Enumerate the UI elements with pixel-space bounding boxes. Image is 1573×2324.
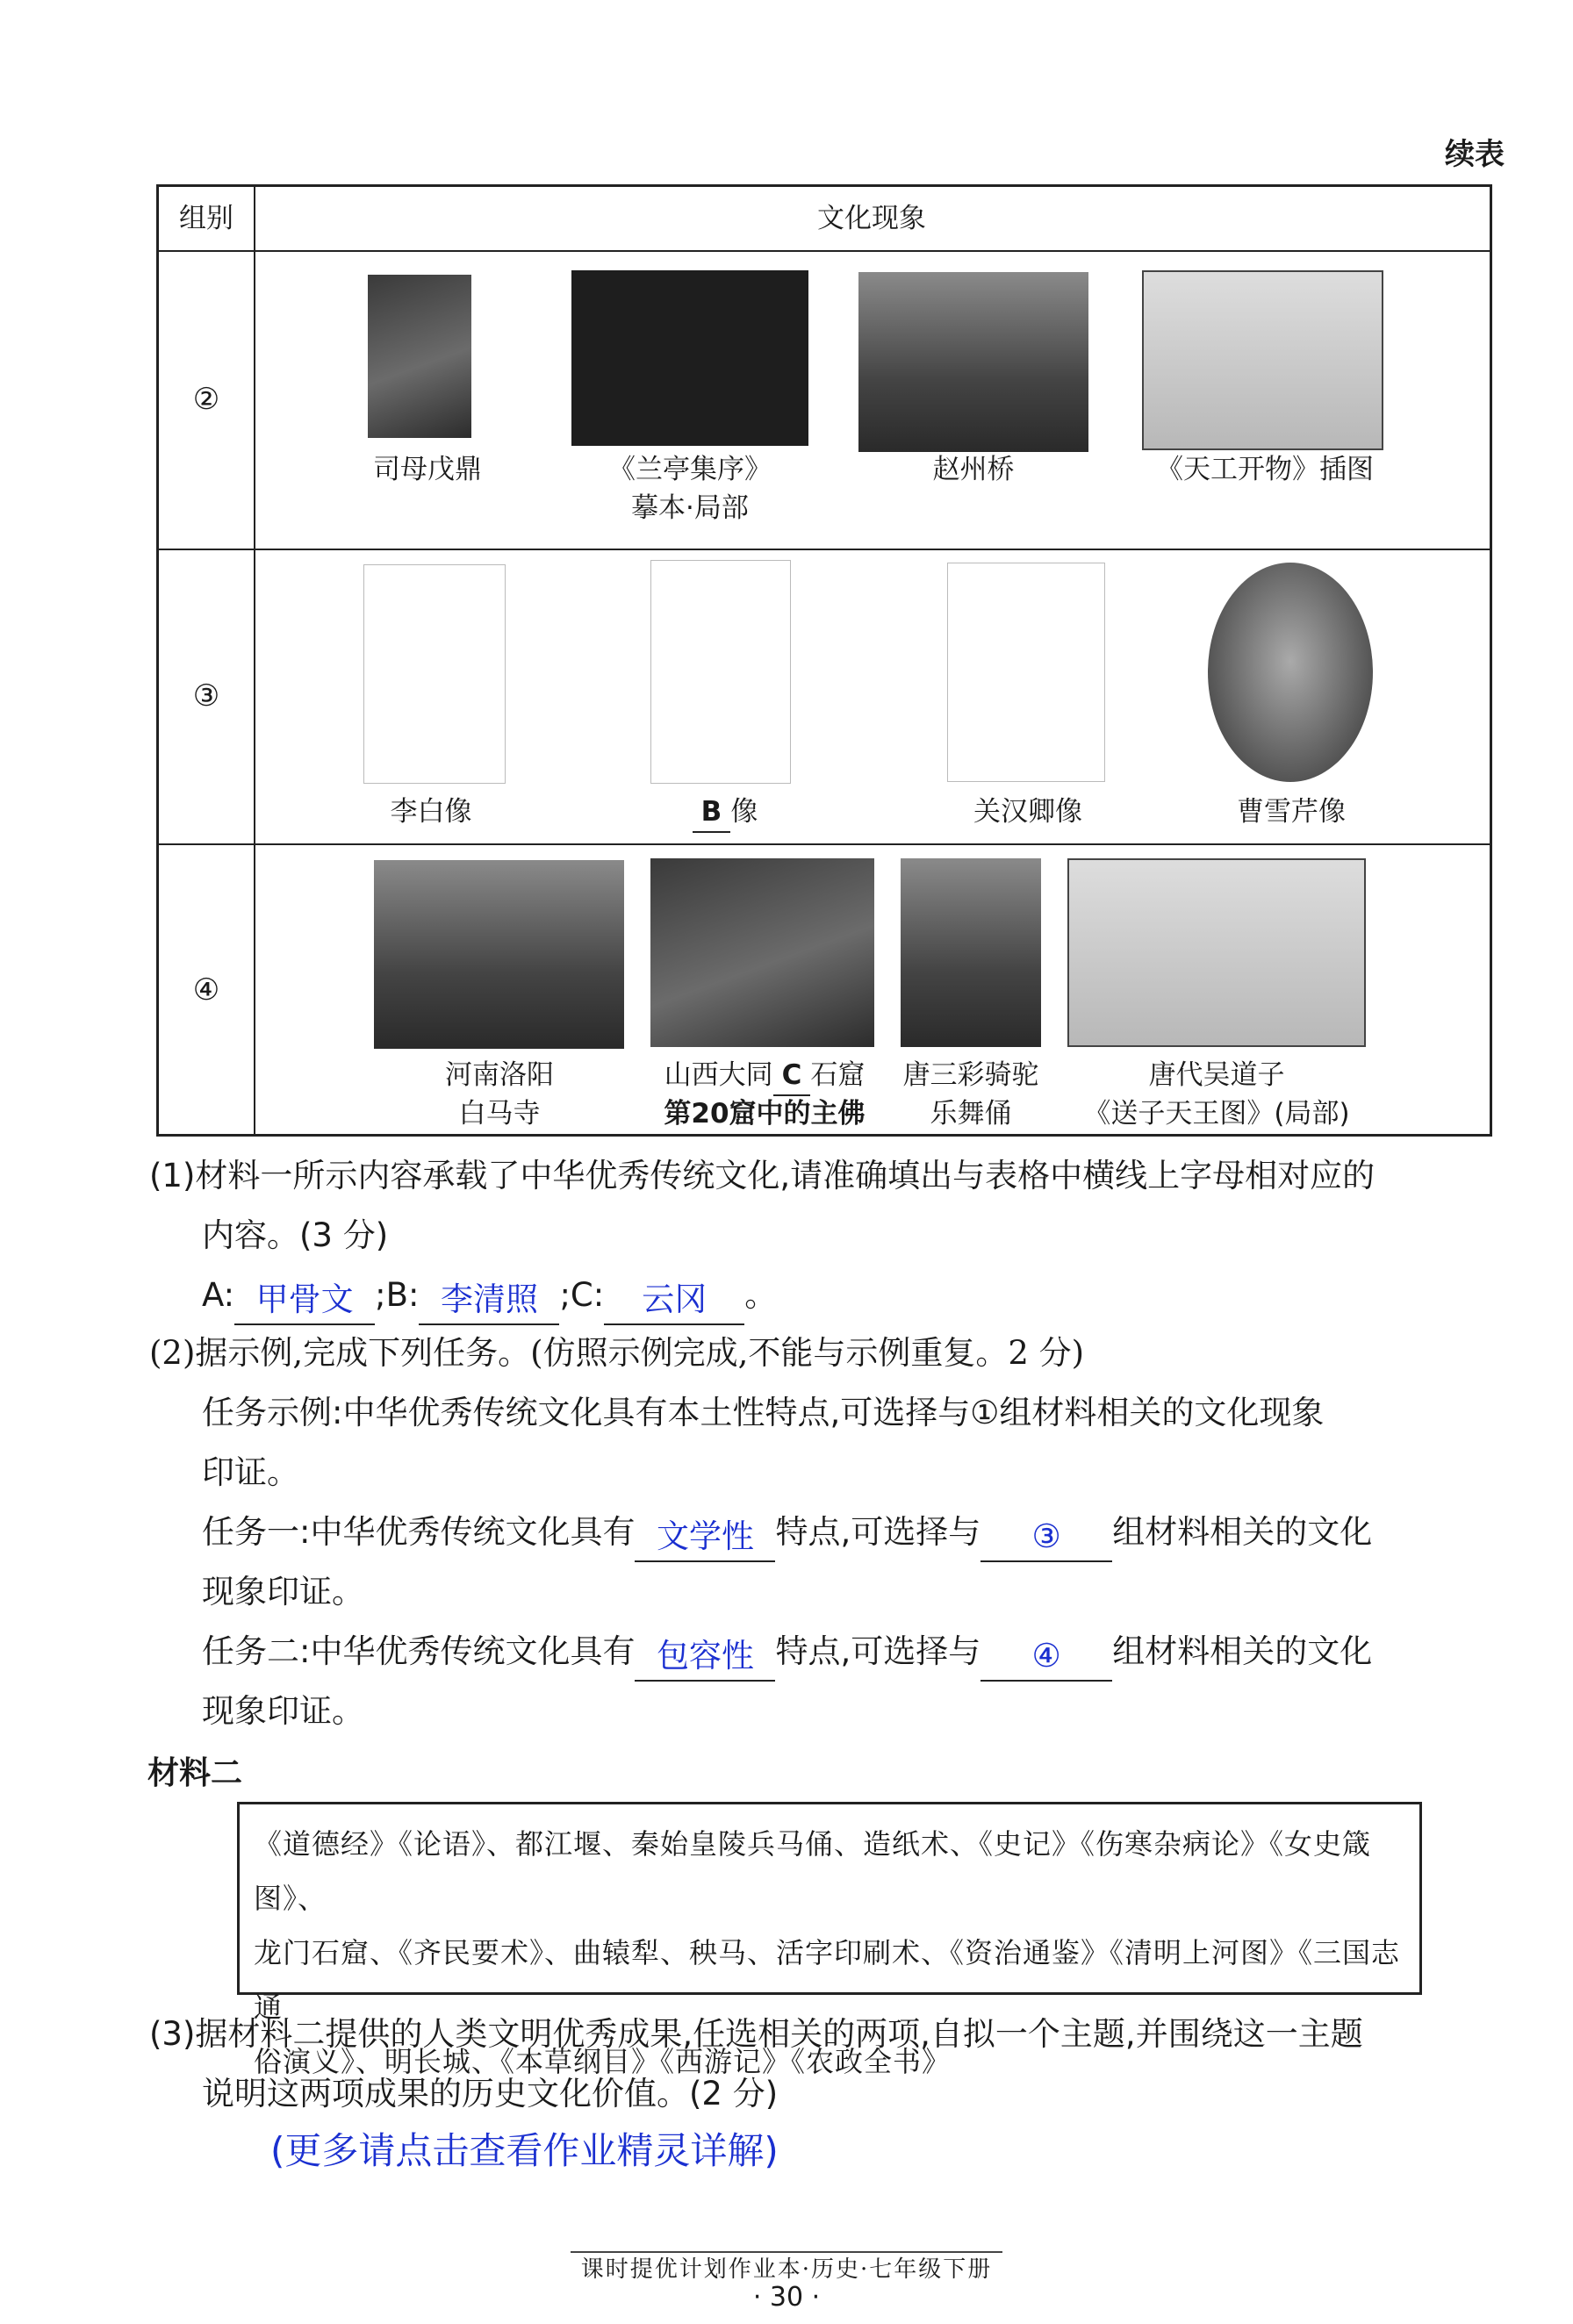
blank-b: B [693, 793, 731, 833]
question-3-text-2: 说明这两项成果的历史文化价值。(2 分) [202, 2075, 779, 2112]
item-label: 唐三彩骑驼 [902, 1059, 1039, 1091]
item-label: 李白像 [390, 796, 472, 828]
simuwu-ding-image [368, 275, 471, 438]
page-number: · 30 · [752, 2282, 821, 2313]
question-2-text: (2)据示例,完成下列任务。(仿照示例完成,不能与示例重复。2 分) [149, 1334, 1085, 1372]
more-details-link[interactable]: (更多请点击查看作业精灵详解) [270, 2129, 779, 2172]
culture-table [156, 184, 1492, 1137]
table-row-divider [159, 549, 1490, 550]
footer-book-title: 课时提优计划作业本·历史·七年级下册 [0, 2251, 1573, 2284]
task-two-end: 现象印证。 [202, 1692, 364, 1730]
item-label: 《天工开物》插图 [1156, 454, 1374, 485]
item-sublabel: 第20窟中的主佛 [664, 1098, 866, 1130]
material-2-line: 《道德经》《论语》、都江堰、秦始皇陵兵马俑、造纸术、《史记》《伤寒杂病论》《女史箴图》、 [254, 1827, 1372, 1915]
material-2-line: 俗演义》、明长城、《本草纲目》《西游记》《农政全书》 [254, 2045, 952, 2078]
task-one-trait-answer[interactable]: 文学性 [635, 1513, 775, 1562]
item-label: 关汉卿像 [973, 796, 1082, 828]
item-sublabel: 《送子天王图》(局部) [1083, 1098, 1350, 1130]
cao-xueqin-portrait-image [1208, 563, 1373, 782]
table-row-divider [159, 250, 1490, 252]
question-1 [149, 1146, 1519, 1325]
task-one-end: 现象印证。 [202, 1573, 364, 1610]
answer-c[interactable]: 云冈 [604, 1276, 744, 1325]
item-sublabel: 摹本·局部 [631, 492, 749, 524]
task-example-2: 印证。 [202, 1453, 299, 1491]
material-2-line: 龙门石窟、《齐民要术》、曲辕犁、秧马、活字印刷术、《资治通鉴》《清明上河图》《三国志通 [254, 1936, 1401, 2024]
continued-table-label: 续表 [1445, 137, 1505, 172]
baima-temple-image [374, 860, 624, 1049]
table-row-divider [159, 843, 1490, 845]
item-label: 赵州桥 [932, 454, 1015, 485]
item-sublabel: 白马寺 [458, 1098, 541, 1130]
item-label-with-blank: 山西大同 C 石窟 [633, 1056, 896, 1096]
table-header-group: 组别 [179, 203, 233, 234]
task-one-group-answer[interactable]: ③ [980, 1513, 1112, 1562]
answer-a[interactable]: 甲骨文 [234, 1276, 375, 1325]
item-label: 曹雪芹像 [1237, 796, 1346, 828]
tiangong-kaiwu-illustration-image [1142, 270, 1383, 450]
question-1-text-2: 内容。(3 分) [202, 1216, 389, 1254]
task-one: 任务一:中华优秀传统文化具有 文学性 特点,可选择与 ③ 组材料相关的文化 [149, 1503, 1519, 1562]
yungang-buddha-image [650, 858, 874, 1047]
answer-b[interactable]: 李清照 [419, 1276, 559, 1325]
blank-c: C [773, 1056, 811, 1096]
task-two-trait-answer[interactable]: 包容性 [635, 1632, 775, 1682]
zhaozhou-bridge-image [858, 272, 1088, 452]
group-label-2: ② [192, 382, 220, 417]
question-2 [149, 1323, 1519, 1741]
item-label-with-blank: B 像 [624, 793, 826, 833]
task-example: 任务示例:中华优秀传统文化具有本土性特点,可选择与①组材料相关的文化现象 [202, 1394, 1325, 1431]
material-2-title: 材料二 [147, 1755, 243, 1791]
songzi-tianwang-painting-image [1067, 858, 1366, 1047]
tang-sancai-camel-image [901, 858, 1041, 1047]
question-3 [149, 2005, 1519, 2124]
li-qingzhao-portrait-image [650, 560, 791, 784]
item-label: 司母戊鼎 [373, 454, 482, 485]
li-bai-portrait-image [363, 564, 506, 784]
question-3-text: (3)据材料二提供的人类文明优秀成果,任选相关的两项,自拟一个主题,并围绕这一主题 [149, 2015, 1363, 2053]
item-sublabel: 乐舞俑 [930, 1098, 1012, 1130]
group-label-4: ④ [192, 972, 220, 1008]
table-column-divider [254, 187, 255, 1134]
question-1-text: (1)材料一所示内容承载了中华优秀传统文化,请准确填出与表格中横线上字母相对应的 [149, 1157, 1375, 1194]
group-label-3: ③ [192, 678, 220, 714]
guan-hanqing-portrait-image [947, 563, 1105, 782]
item-label: 唐代吴道子 [1148, 1059, 1285, 1091]
table-header-culture: 文化现象 [817, 203, 926, 234]
task-two: 任务二:中华优秀传统文化具有 包容性 特点,可选择与 ④ 组材料相关的文化 [149, 1622, 1519, 1682]
task-two-group-answer[interactable]: ④ [980, 1632, 1112, 1682]
item-label: 《兰亭集序》 [608, 454, 772, 485]
question-1-answers: A: 甲骨文 ;B: 李清照 ;C: 云冈 。 [149, 1266, 1519, 1325]
lanting-calligraphy-image [571, 270, 808, 446]
item-label: 河南洛阳 [445, 1059, 554, 1091]
